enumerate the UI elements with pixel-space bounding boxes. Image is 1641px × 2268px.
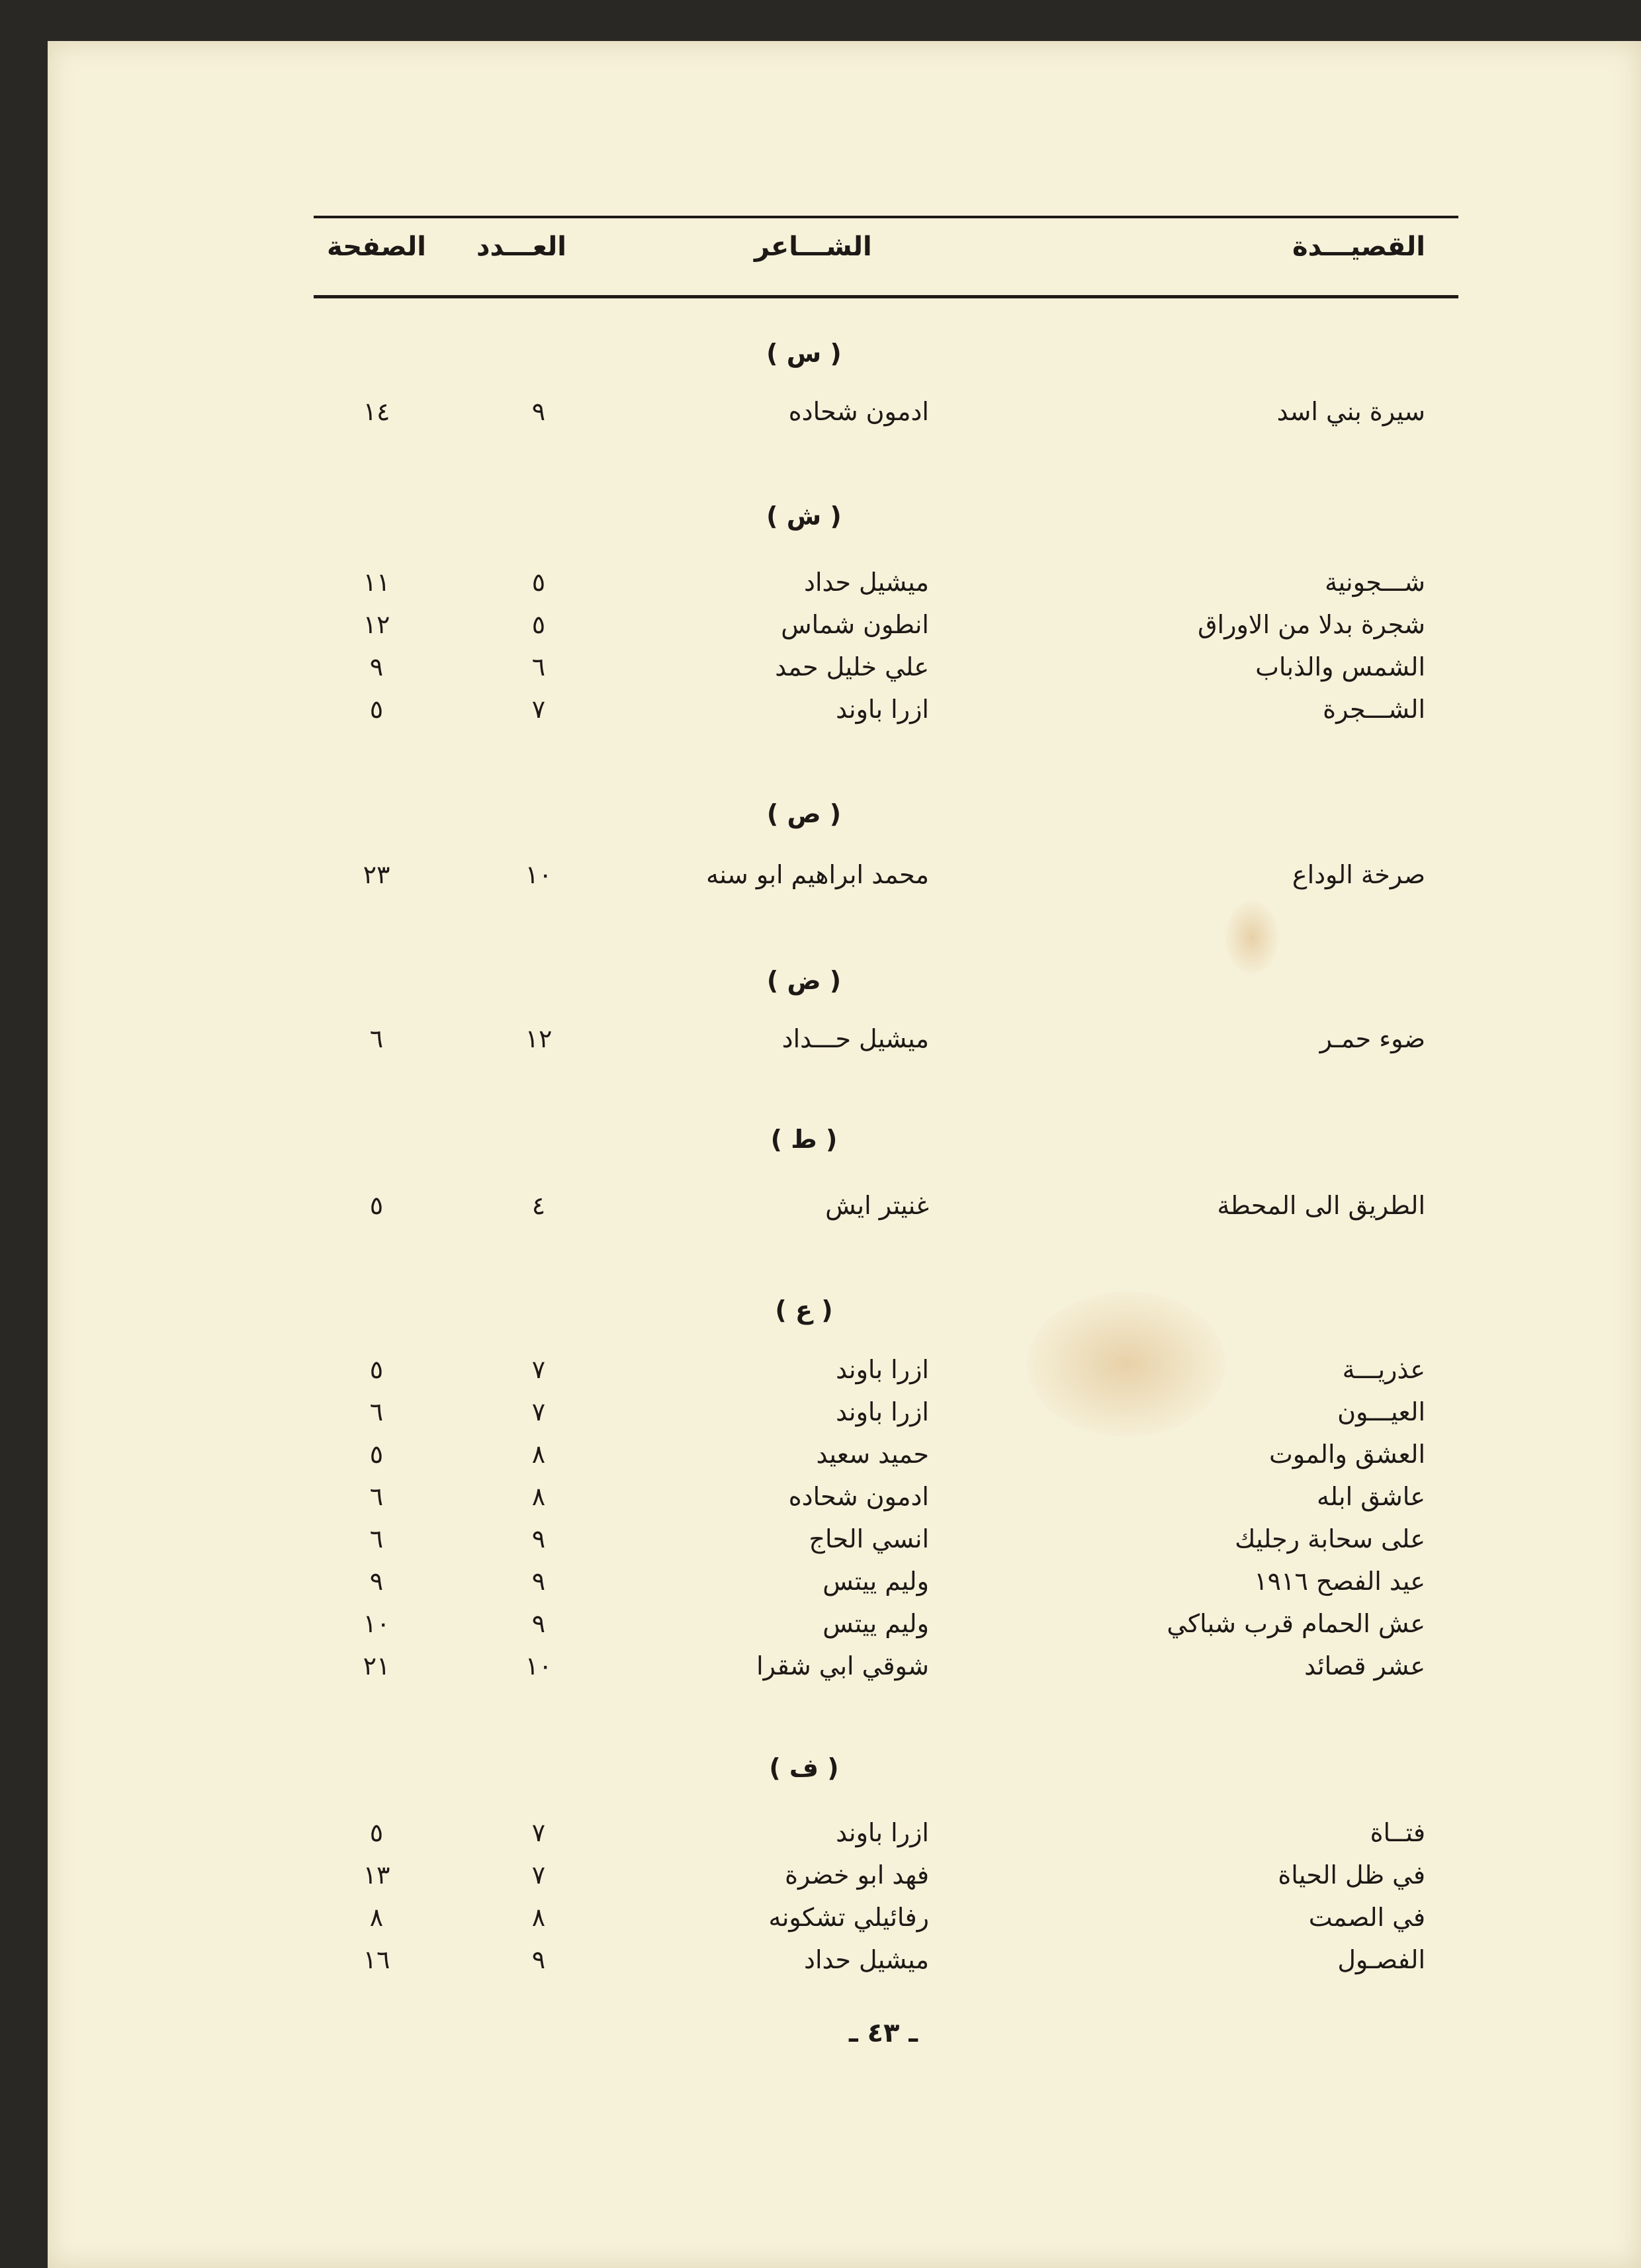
table-row: [314, 1567, 1458, 1610]
poet-name: ازرا باوند: [836, 695, 929, 724]
poem-title: سيرة بني اسد: [1276, 397, 1425, 426]
poem-title: في ظل الحياة: [1278, 1860, 1425, 1890]
table-row: [314, 1482, 1458, 1526]
poet-name: وليم ييتس: [822, 1567, 929, 1596]
issue-number: ٩: [531, 1609, 546, 1638]
poet-name: ازرا باوند: [836, 1397, 929, 1426]
column-header-poem: القصيـــدة: [1292, 232, 1425, 262]
page-number: ٩: [369, 652, 384, 681]
poet-name: غنيتر ايش: [825, 1191, 929, 1220]
table-row: [314, 652, 1458, 696]
poet-name: ازرا باوند: [836, 1818, 929, 1847]
page-number: ٦: [369, 1482, 384, 1511]
poet-name: حميد سعيد: [816, 1440, 929, 1469]
page-number: ٢٣: [363, 860, 390, 889]
poet-name: ازرا باوند: [836, 1355, 929, 1384]
poet-name: علي خليل حمد: [775, 652, 929, 681]
page-number: ٥: [369, 695, 384, 724]
issue-number: ٥: [531, 568, 546, 597]
poem-title: العشق والموت: [1269, 1440, 1425, 1469]
column-header-page: الصفحة: [327, 232, 427, 262]
poet-name: محمد ابراهيم ابو سنه: [706, 860, 929, 889]
page-number: ٥: [369, 1191, 384, 1220]
poet-name: رفائيلي تشكونه: [768, 1903, 929, 1932]
section-letter: ( س ): [766, 339, 842, 368]
column-header-issue: العـــدد: [476, 232, 566, 262]
page-number-footer: ـ ٤٣ ـ: [848, 2018, 918, 2048]
poet-name: ميشيل حداد: [804, 568, 929, 597]
table-row: [314, 1024, 1458, 1068]
poet-name: انسي الحاج: [809, 1524, 929, 1553]
poet-name: ادمون شحاده: [788, 1482, 929, 1511]
table-row: [314, 1440, 1458, 1483]
page-number: ٩: [369, 1567, 384, 1596]
page-number: ٦: [369, 1024, 384, 1053]
poem-title: عذريـــة: [1342, 1355, 1425, 1384]
page-number: ١٣: [363, 1860, 390, 1890]
poet-name: ميشيل حداد: [804, 1945, 929, 1974]
page-number: ١٦: [363, 1945, 390, 1974]
page-number: ١٤: [363, 397, 390, 426]
table-row: [314, 1818, 1458, 1862]
column-header-poet: الشـــاعر: [754, 232, 872, 262]
issue-number: ١٢: [525, 1024, 553, 1053]
page-number: ٥: [369, 1355, 384, 1384]
issue-number: ٩: [531, 1567, 546, 1596]
poem-title: الطريق الى المحطة: [1217, 1191, 1425, 1220]
issue-number: ٦: [531, 652, 546, 681]
issue-number: ٩: [531, 1945, 546, 1974]
page-number: ٦: [369, 1397, 384, 1426]
issue-number: ٩: [531, 397, 546, 426]
poem-title: العيـــون: [1337, 1397, 1425, 1426]
page-number: ٨: [369, 1903, 384, 1932]
poet-name: وليم ييتس: [822, 1609, 929, 1638]
table-row: [314, 397, 1458, 441]
poet-name: شوقي ابي شقرا: [756, 1651, 929, 1680]
table-row: [314, 1860, 1458, 1904]
page-number: ١٠: [363, 1609, 390, 1638]
page-number: ٥: [369, 1440, 384, 1469]
table-row: [314, 568, 1458, 611]
issue-number: ٩: [531, 1524, 546, 1553]
section-letter: ( ش ): [766, 502, 842, 531]
section-letter: ( ض ): [766, 966, 842, 995]
table-row: [314, 695, 1458, 738]
issue-number: ٧: [531, 1860, 546, 1890]
issue-number: ٧: [531, 1355, 546, 1384]
poet-name: انطون شماس: [781, 610, 929, 639]
table-row: [314, 1191, 1458, 1235]
table-row: [314, 610, 1458, 654]
section-letter: ( ط ): [770, 1125, 838, 1154]
page-number: ٦: [369, 1524, 384, 1553]
table-row: [314, 860, 1458, 904]
poem-title: عاشق ابله: [1317, 1482, 1425, 1511]
poem-title: الفصـول: [1337, 1945, 1425, 1974]
issue-number: ٧: [531, 1397, 546, 1426]
issue-number: ٥: [531, 610, 546, 639]
poem-title: شجرة بدلا من الاوراق: [1198, 610, 1425, 639]
poem-title: فتــاة: [1370, 1818, 1425, 1847]
poem-title: الشمس والذباب: [1255, 652, 1425, 681]
poem-title: عيد الفصح ١٩١٦: [1254, 1567, 1425, 1596]
issue-number: ٨: [531, 1440, 546, 1469]
poem-title: ضوء حمـر: [1319, 1024, 1425, 1053]
issue-number: ٨: [531, 1903, 546, 1932]
table-row: [314, 1524, 1458, 1568]
poem-title: شـــجونية: [1325, 568, 1425, 597]
paper-stain: [1225, 901, 1278, 974]
poet-name: ميشيل حـــداد: [781, 1024, 929, 1053]
table-row: [314, 1355, 1458, 1399]
poet-name: فهد ابو خضرة: [785, 1860, 929, 1890]
issue-number: ٧: [531, 695, 546, 724]
table-row: [314, 1651, 1458, 1695]
table-row: [314, 1609, 1458, 1653]
page-number: ٥: [369, 1818, 384, 1847]
issue-number: ٨: [531, 1482, 546, 1511]
poem-title: في الصمت: [1308, 1903, 1425, 1932]
poem-title: صرخة الوداع: [1292, 860, 1425, 889]
table-row: [314, 1397, 1458, 1441]
poet-name: ادمون شحاده: [788, 397, 929, 426]
poem-title: عشر قصائد: [1304, 1651, 1425, 1680]
poem-title: عش الحمام قرب شباكي: [1167, 1609, 1425, 1638]
page-number: ١٢: [363, 610, 390, 639]
header-bottom-rule: [314, 295, 1458, 298]
section-letter: ( ف ): [769, 1753, 839, 1782]
issue-number: ٧: [531, 1818, 546, 1847]
table-row: [314, 1903, 1458, 1946]
section-letter: ( ع ): [775, 1295, 833, 1325]
poem-title: على سحابة رجليك: [1235, 1524, 1425, 1553]
page-number: ١١: [363, 568, 390, 597]
page-number: ٢١: [363, 1651, 390, 1680]
header-top-rule: [314, 216, 1458, 218]
issue-number: ١٠: [525, 860, 553, 889]
table-row: [314, 1945, 1458, 1989]
poem-title: الشـــجرة: [1323, 695, 1425, 724]
section-letter: ( ص ): [766, 799, 842, 828]
issue-number: ١٠: [525, 1651, 553, 1680]
issue-number: ٤: [531, 1191, 546, 1220]
